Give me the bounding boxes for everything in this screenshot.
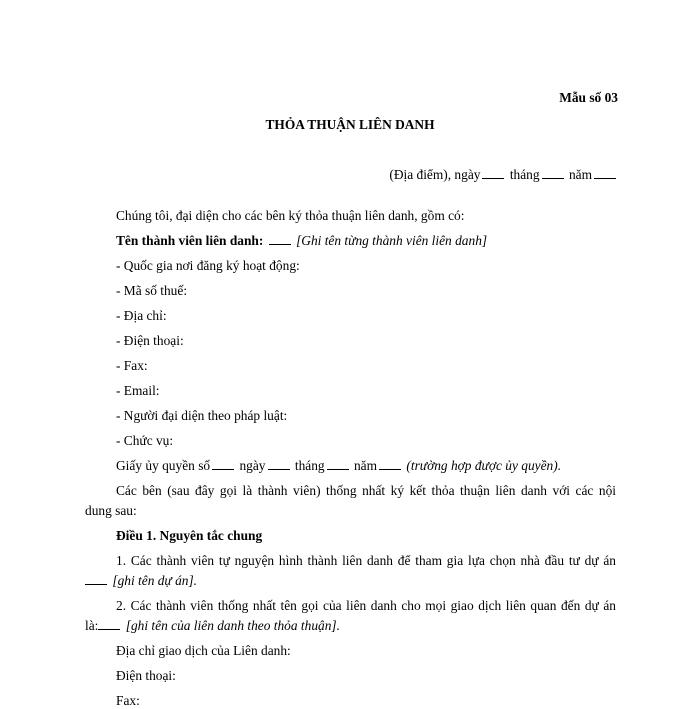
authorization-year-blank (379, 458, 401, 470)
day-blank (482, 167, 504, 179)
authorization-text-2: ngày (239, 458, 266, 473)
joint-venture-name-blank (98, 618, 120, 630)
article-1-p1-line-2 (85, 573, 197, 589)
project-name-blank (85, 573, 107, 585)
member-label: Tên thành viên liên danh: (116, 233, 264, 248)
article-1-p2-line-1: 2. Các thành viên thống nhất tên gọi của liên danh cho mọi giao dịch liên quan đến dự án (116, 598, 616, 613)
authorization-text-1: Giấy ủy quyền số (116, 458, 211, 473)
article-1-p2-prefix: là: (85, 618, 99, 633)
authorization-number-blank (212, 458, 234, 470)
intro-text: Chúng tôi, đại diện cho các bên ký thỏa thuận liên danh, gồm có: (116, 208, 465, 223)
authorization-text-3: tháng (294, 458, 325, 473)
agreement-line-2: dung sau: (85, 503, 137, 518)
month-blank (542, 167, 564, 179)
member-hint: [Ghi tên từng thành viên liên danh] (296, 233, 488, 248)
member-blank (269, 233, 291, 245)
joint-venture-fax: Fax: (116, 693, 140, 708)
place-date-year: năm (568, 167, 592, 182)
field-fax: - Fax: (116, 358, 148, 373)
article-1-p1-hint: [ghi tên dự án]. (112, 573, 198, 588)
field-address: - Địa chỉ: (116, 308, 167, 323)
joint-venture-phone: Điện thoại: (116, 668, 176, 683)
article-1-p1-line-1: 1. Các thành viên tự nguyện hình thành liên danh để tham gia lựa chọn nhà đầu tư dự án (116, 553, 616, 568)
field-legal-representative: - Người đại diện theo pháp luật: (116, 408, 288, 423)
joint-venture-address: Địa chỉ giao dịch của Liên danh: (116, 643, 291, 658)
authorization-hint: (trường hợp được ủy quyền). (406, 458, 562, 473)
authorization-line (116, 458, 561, 474)
article-1-p2-hint: [ghi tên của liên danh theo thỏa thuận]. (125, 618, 340, 633)
authorization-day-blank (268, 458, 290, 470)
authorization-text-4: năm (353, 458, 378, 473)
field-phone: - Điện thoại: (116, 333, 184, 348)
article-1-p2-line-2 (85, 618, 340, 634)
field-position: - Chức vụ: (116, 433, 174, 448)
year-blank (594, 167, 616, 179)
authorization-month-blank (327, 458, 349, 470)
agreement-line-1: Các bên (sau đây gọi là thành viên) thống nhất ký kết thỏa thuận liên danh với các nội (116, 483, 616, 498)
member-name-line (116, 233, 487, 249)
place-date-line (389, 167, 618, 183)
article-1-heading: Điều 1. Nguyên tắc chung (116, 528, 263, 543)
field-email: - Email: (116, 383, 160, 398)
form-number: Mẫu số 03 (559, 90, 618, 105)
field-tax-code: - Mã số thuế: (116, 283, 188, 298)
place-date-month: tháng (509, 167, 540, 182)
field-country: - Quốc gia nơi đăng ký hoạt động: (116, 258, 300, 273)
document-title: THỎA THUẬN LIÊN DANH (265, 117, 435, 132)
place-date-place: (Địa điểm), ngày (389, 167, 481, 182)
